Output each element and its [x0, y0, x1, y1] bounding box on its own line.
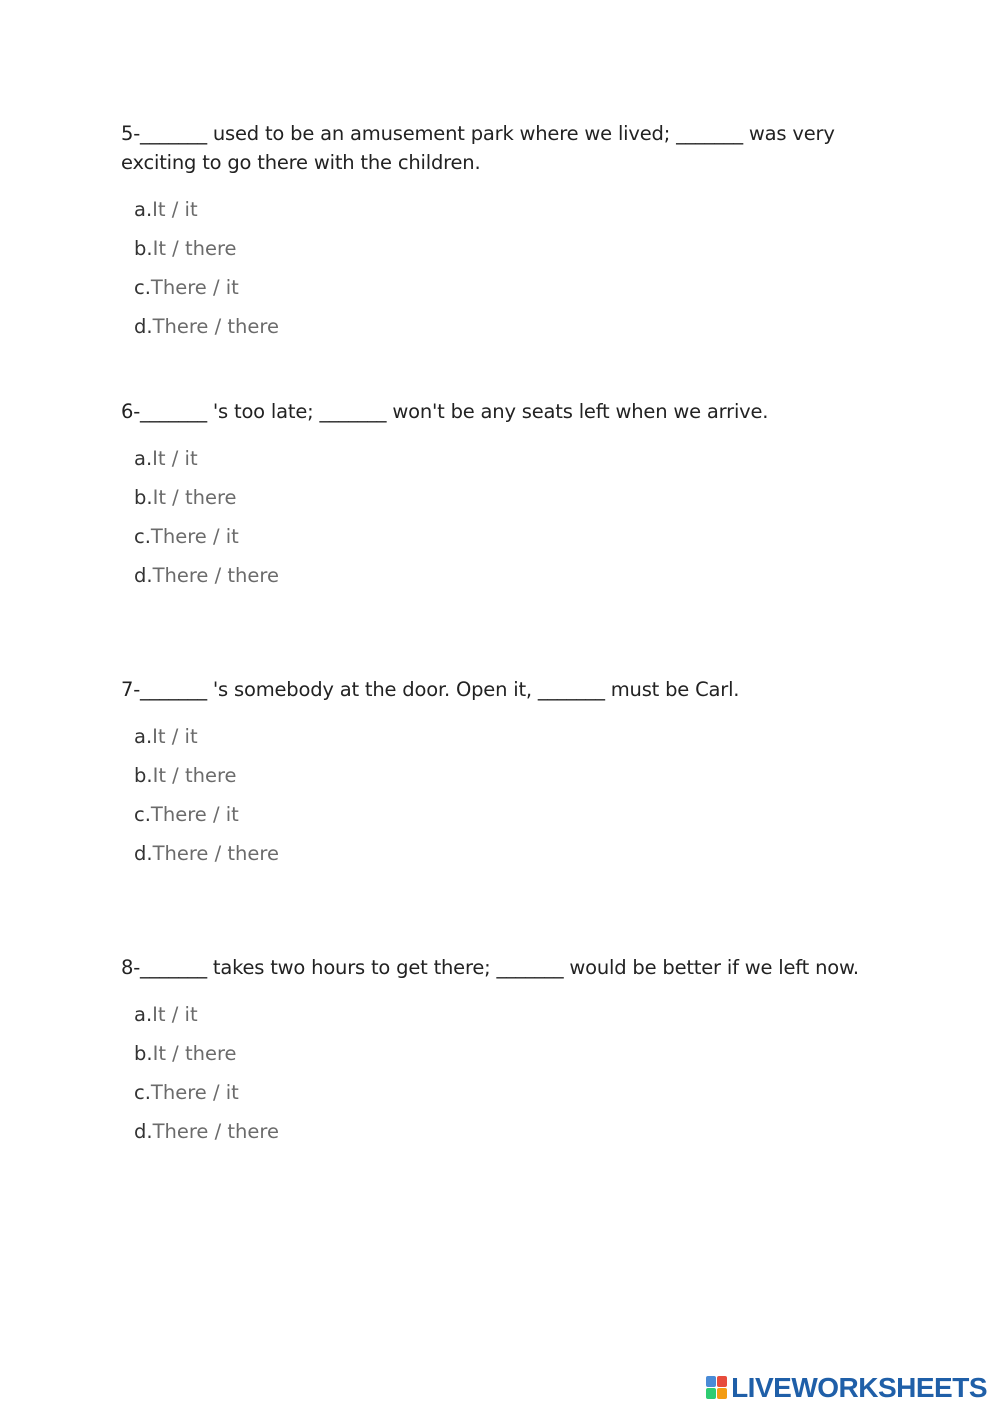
option-d[interactable] — [134, 834, 861, 873]
option-letter: d. — [134, 842, 153, 865]
brand-name: LIVEWORKSHEETS — [731, 1372, 987, 1403]
option-a[interactable] — [134, 717, 861, 756]
option-letter: b. — [134, 1042, 153, 1065]
question-text: 7-_______ 's somebody at the door. Open it, _______ must be Carl. — [121, 678, 740, 701]
options-list — [121, 190, 861, 346]
option-letter: a. — [134, 198, 153, 221]
liveworksheets-brand[interactable] — [706, 1372, 987, 1404]
option-c[interactable] — [134, 1073, 861, 1112]
option-text: It / it — [152, 725, 198, 748]
option-c[interactable] — [134, 795, 861, 834]
option-text: It / it — [152, 1003, 198, 1026]
option-letter: a. — [134, 447, 153, 470]
option-letter: c. — [134, 1081, 151, 1104]
question-5 — [121, 119, 861, 346]
options-list — [121, 439, 861, 595]
option-b[interactable] — [134, 756, 861, 795]
option-d[interactable] — [134, 1112, 861, 1151]
liveworksheets-logo-icon — [706, 1376, 728, 1400]
option-c[interactable] — [134, 517, 861, 556]
option-text: There / there — [152, 315, 279, 338]
option-letter: b. — [134, 764, 153, 787]
option-b[interactable] — [134, 1034, 861, 1073]
option-letter: d. — [134, 315, 153, 338]
option-text: It / it — [152, 447, 198, 470]
question-7 — [121, 675, 861, 873]
option-letter: c. — [134, 803, 151, 826]
question-8 — [121, 953, 861, 1151]
option-b[interactable] — [134, 478, 861, 517]
option-a[interactable] — [134, 190, 861, 229]
option-c[interactable] — [134, 268, 861, 307]
question-text: 5-_______ used to be an amusement park where we lived; _______ was very exciting to go there with the children. — [121, 122, 835, 174]
option-text: It / there — [152, 1042, 237, 1065]
option-letter: c. — [134, 276, 151, 299]
option-text: There / there — [152, 564, 279, 587]
options-list — [121, 717, 861, 873]
option-letter: d. — [134, 564, 153, 587]
option-text: There / it — [150, 525, 239, 548]
option-letter: d. — [134, 1120, 153, 1143]
option-letter: b. — [134, 486, 153, 509]
option-text: There / it — [150, 1081, 239, 1104]
option-d[interactable] — [134, 556, 861, 595]
option-letter: a. — [134, 1003, 153, 1026]
option-letter: b. — [134, 237, 153, 260]
option-d[interactable] — [134, 307, 861, 346]
option-b[interactable] — [134, 229, 861, 268]
option-text: There / there — [152, 842, 279, 865]
option-text: There / it — [150, 803, 239, 826]
question-text: 6-_______ 's too late; _______ won't be any seats left when we arrive. — [121, 400, 769, 423]
option-text: It / there — [152, 237, 237, 260]
option-text: There / there — [152, 1120, 279, 1143]
question-6 — [121, 397, 861, 595]
option-text: There / it — [150, 276, 239, 299]
option-text: It / there — [152, 764, 237, 787]
option-text: It / it — [152, 198, 198, 221]
option-letter: a. — [134, 725, 153, 748]
options-list — [121, 995, 861, 1151]
option-letter: c. — [134, 525, 151, 548]
question-text: 8-_______ takes two hours to get there; _______ would be better if we left now. — [121, 956, 859, 979]
option-a[interactable] — [134, 439, 861, 478]
option-a[interactable] — [134, 995, 861, 1034]
option-text: It / there — [152, 486, 237, 509]
